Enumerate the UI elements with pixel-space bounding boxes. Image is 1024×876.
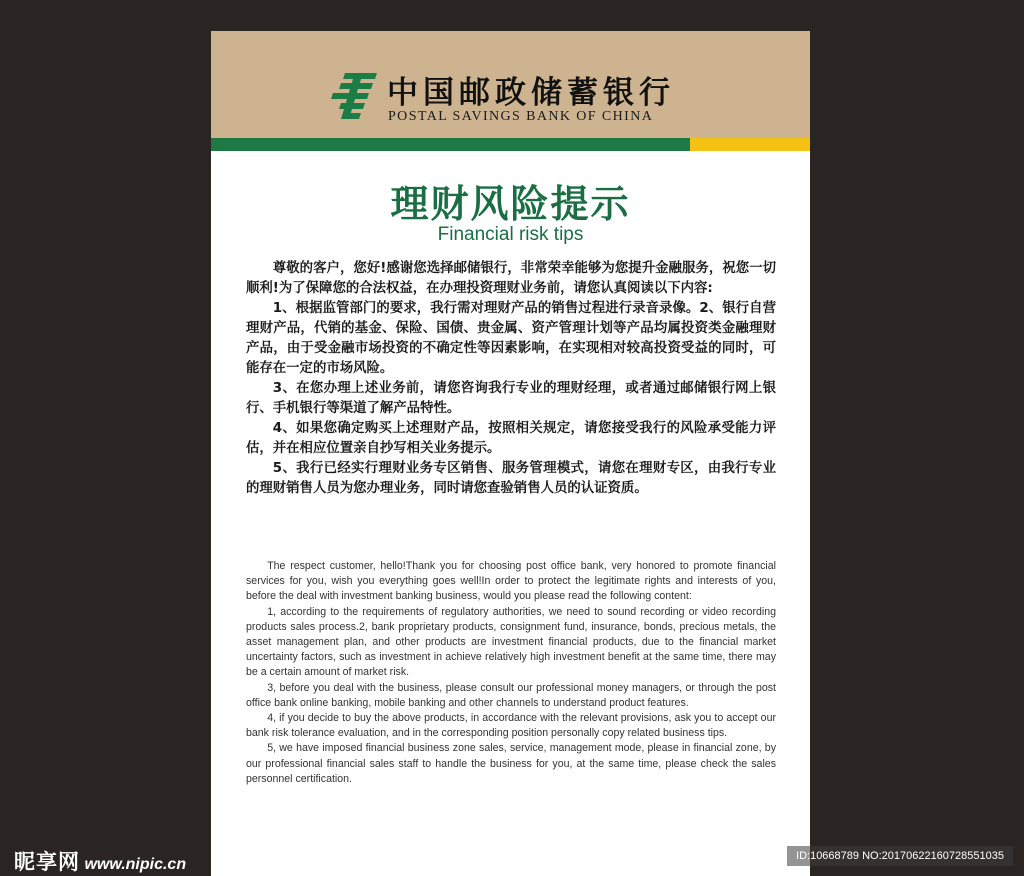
- en-paragraph: 4, if you decide to buy the above products, in accordance with the relevant provisions, ask you to accept our bank risk tolerance evaluation, and in the corresponding position personally copy related business tips.: [246, 712, 776, 740]
- english-body: [246, 559, 776, 787]
- postal-savings-logo-icon: [331, 71, 379, 121]
- cn-paragraph: 1、根据监管部门的要求，我行需对理财产品的销售过程进行录音录像。2、银行自营理财产品，代销的基金、保险、国债、贵金属、资产管理计划等产品均属投资类金融理财产品，由于受金融市场投资的不确定性等因素影响，在实现相对较高投资受益的同时，可能存在一定的市场风险。: [246, 301, 776, 376]
- title-en: Financial risk tips: [437, 224, 584, 245]
- bank-name-en: POSTAL SAVINGS BANK OF CHINA: [388, 109, 654, 124]
- yellow-stripe: [690, 138, 810, 151]
- image-id-watermark: ID:10668789 NO:20170622160728551035: [787, 846, 1013, 866]
- en-paragraph: The respect customer, hello!Thank you for choosing post office bank, very honored to promote financial services for you, wish you everything goes well!In order to protect the legitimate rights and interests of you, before the deal with investment banking business, would you please read the following content:: [246, 560, 776, 603]
- site-url: www.nipic.cn: [84, 856, 187, 873]
- en-paragraph: 3, before you deal with the business, please consult our professional money managers, or through the post office bank online banking, mobile banking and other channels to understand product features.: [246, 681, 776, 709]
- cn-paragraph: 尊敬的客户，您好!感谢您选择邮储银行，非常荣幸能够为您提升金融服务，祝您一切顺利!为了保障您的合法权益，在办理投资理财业务前，请您认真阅读以下内容:: [246, 261, 776, 296]
- cn-paragraph: 4、如果您确定购买上述理财产品，按照相关规定，请您接受我行的风险承受能力评估，并在相应位置亲自抄写相关业务提示。: [246, 421, 776, 456]
- bank-name-cn: 中国邮政储蓄银行: [387, 75, 675, 111]
- en-paragraph: 5, we have imposed financial business zone sales, service, management mode, please in financial zone, by our professional financial sales staff to handle the business for you, at the same time, please check the sales personnel certification.: [246, 742, 776, 785]
- title-cn: 理财风险提示: [390, 182, 631, 226]
- bank-header: [211, 31, 810, 138]
- en-paragraph: 1, according to the requirements of regulatory authorities, we need to sound recording or video recording products sales process.2, bank proprietary products, consignment fund, insurance, bonds, precious metals, the asset management plan, and other products are investment financial products, due to the financial market uncertainty factors, such as investment in achieve relatively high investment benefit at the same time, there may be a certain amount of market risk.: [246, 605, 776, 679]
- cn-paragraph: 5、我行已经实行理财业务专区销售、服务管理模式，请您在理财专区，由我行专业的理财销售人员为您办理业务，同时请您查验销售人员的认证资质。: [246, 461, 776, 496]
- risk-tips-poster: [211, 31, 810, 876]
- site-name-cn: 昵享网: [14, 851, 80, 874]
- cn-paragraph: 3、在您办理上述业务前，请您咨询我行专业的理财经理，或者通过邮储银行网上银行、手机银行等渠道了解产品特性。: [246, 381, 776, 416]
- site-watermark: [14, 846, 186, 876]
- green-stripe: [211, 138, 690, 151]
- chinese-body: [246, 259, 776, 499]
